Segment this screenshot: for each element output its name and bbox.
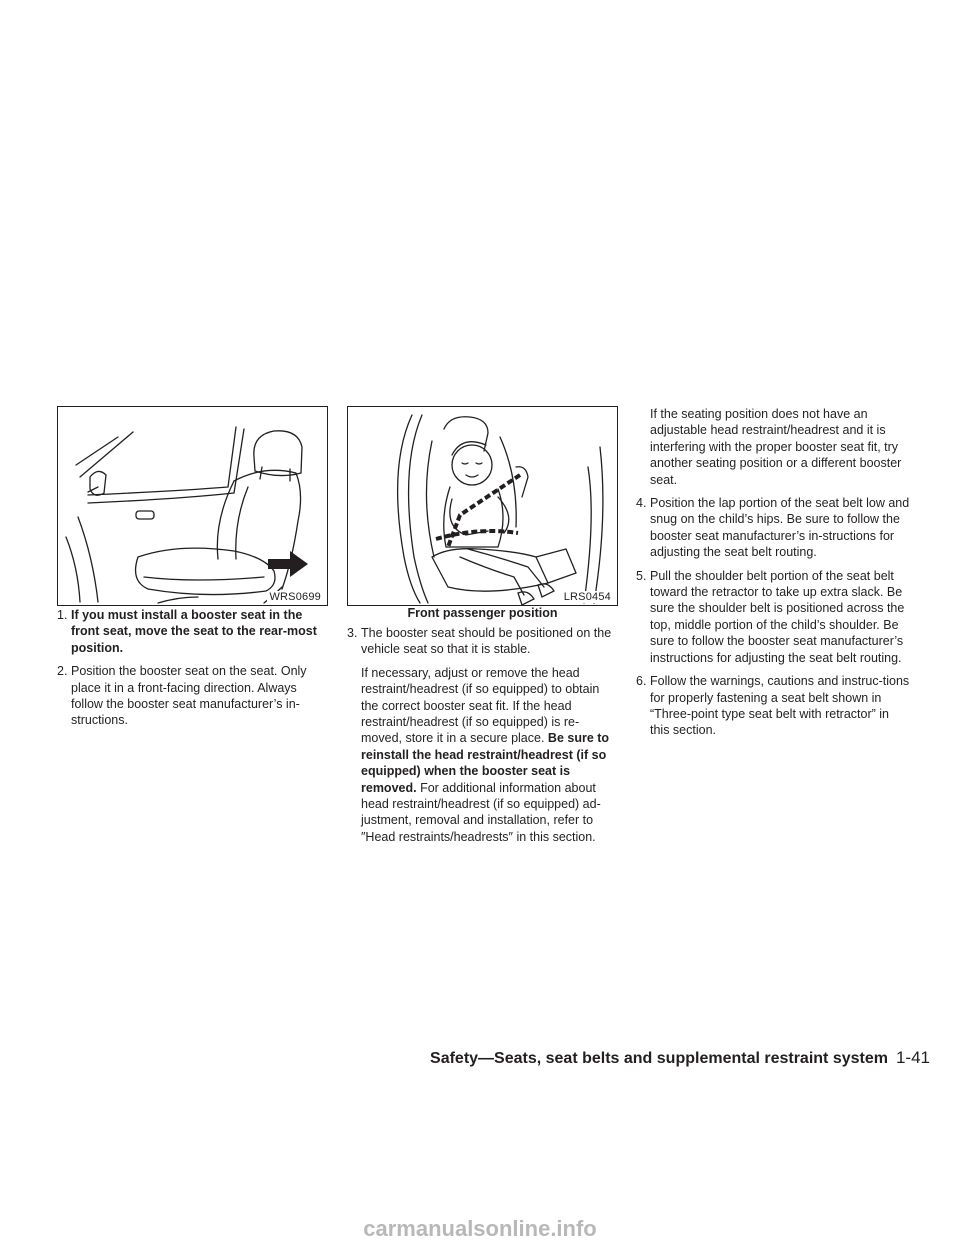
step-text: If you must install a booster seat in the front seat, move the seat to the rear-most position. [71, 608, 317, 655]
step-text: Follow the warnings, cautions and instruc-tions for properly fastening a seat belt shown in “Three-point type seat belt with retractor” in this section. [650, 674, 910, 738]
step-3-continued: If the seating position does not have an adjustable head restraint/headrest and it is interfering with the proper booster seat fit, try another seating position or a different booster seat. [650, 407, 902, 487]
step-3-detail [361, 665, 619, 845]
step-5 [636, 568, 910, 666]
booster-seat-drawing [348, 407, 618, 606]
watermark [0, 1216, 960, 1242]
page-number: 1-41 [895, 1048, 930, 1067]
step-number: 2. [57, 664, 68, 679]
seat-illustration-figure [57, 406, 328, 606]
step-text: Position the lap portion of the seat belt low and snug on the child’s hips. Be sure to follow the booster seat manufacturer’s in-structions for adjusting the seat belt routing. [650, 496, 910, 560]
step-text: Pull the shoulder belt portion of the seat belt toward the retractor to take up extra slack. Be sure the shoulder belt is positioned across the top, middle portion of the child’s shoulder. Be sure to follow the booster seat manufacturer’s instructions for adjusting the seat belt routing. [650, 568, 905, 665]
step-number: 4. [636, 496, 647, 511]
section-title: Safety—Seats, seat belts and supplemental restraint system [430, 1050, 888, 1067]
page-footer [430, 1048, 930, 1068]
watermark-text: carmanualsonline.info [363, 1216, 597, 1241]
step-1 [57, 607, 329, 656]
step-number: 6. [636, 674, 647, 689]
text-column-1 [57, 607, 329, 736]
step-6 [636, 673, 910, 739]
detail-text: If necessary, adjust or remove the head restraint/headrest (if so equipped) to obtain the correct booster seat fit. If the head restraint/headrest (if so equipped) is re-moved, store it in a secure place. [361, 665, 600, 746]
step-text: Position the booster seat on the seat. Only place it in a front-facing direction. Always follow the booster seat manufacturer’s in-structions. [71, 664, 307, 728]
figure-code: WRS0699 [269, 591, 321, 603]
figure-code: LRS0454 [563, 591, 611, 603]
step-2 [57, 663, 329, 729]
text-column-2 [347, 625, 619, 852]
booster-seat-figure [347, 406, 618, 606]
seat-illustration-drawing [58, 407, 328, 606]
step-3 [347, 625, 619, 658]
step-number: 5. [636, 568, 647, 583]
step-4 [636, 495, 910, 561]
reference-text: For additional information about head restraint/headrest (if so equipped) ad-justment, removal and installation, refer to ″Head restraints/headrests″ in this section. [361, 780, 601, 844]
warning-text: Be sure to reinstall the head restraint/headrest (if so equipped) when the booster seat is removed. [361, 731, 610, 795]
step-number: 3. [347, 626, 358, 640]
text-column-3 [636, 406, 910, 746]
figure-caption: Front passenger position [407, 606, 558, 620]
step-number: 1. [57, 608, 68, 622]
step-text: The booster seat should be positioned on the vehicle seat so that it is stable. [361, 626, 612, 657]
